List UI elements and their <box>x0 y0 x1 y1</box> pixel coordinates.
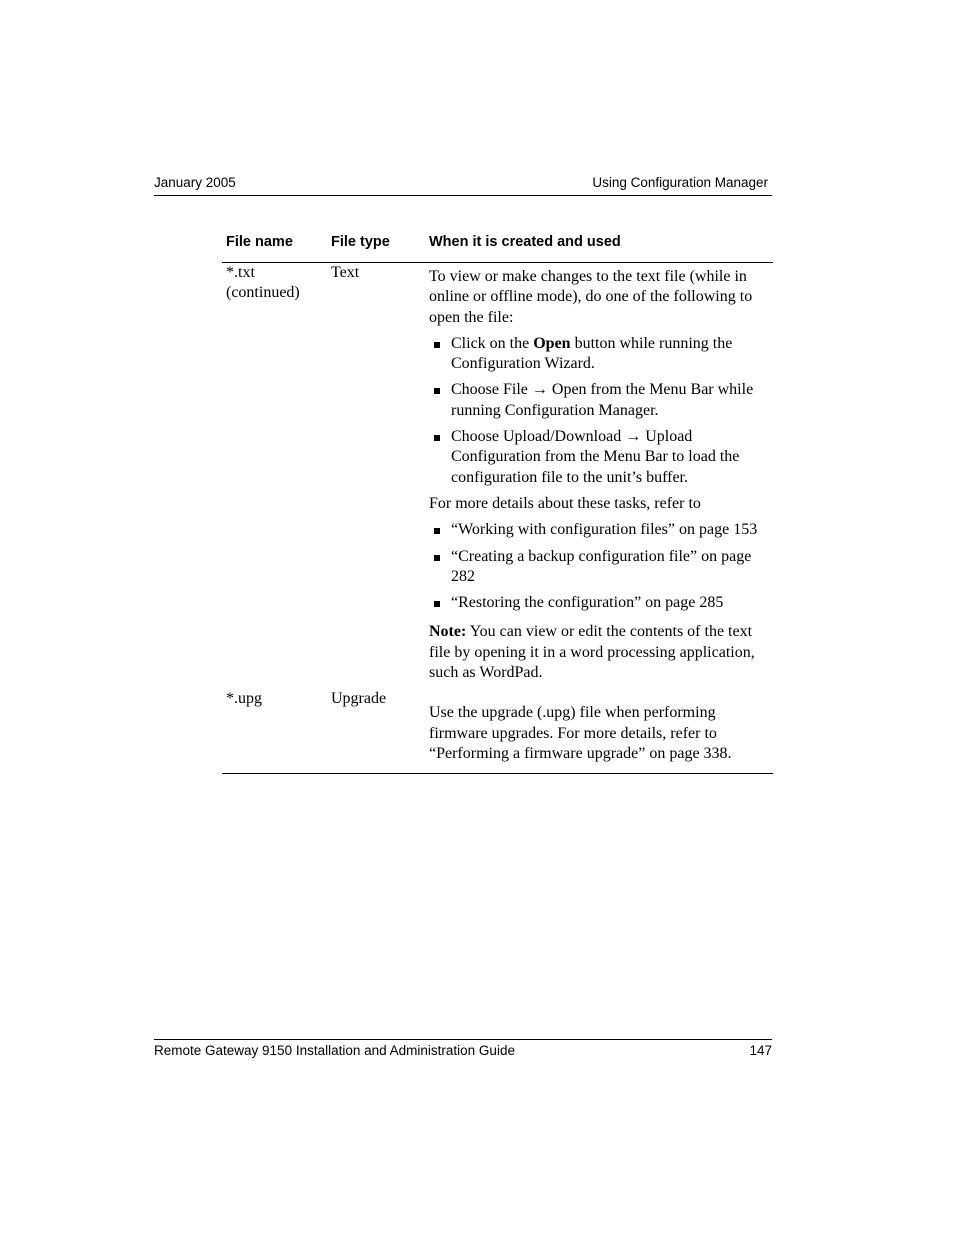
note-text: You can view or edit the contents of the text file by opening it in a word processing application, such as WordPad. <box>429 623 755 682</box>
file-name-upg: *.upg <box>226 690 262 708</box>
usage-intro: To view or make changes to the text file (while in online or offline mode), do one of the following to open the file: <box>429 268 753 326</box>
list-item <box>429 520 773 540</box>
bullet-icon <box>434 342 440 348</box>
running-header <box>154 175 772 196</box>
list-item <box>429 427 773 488</box>
cell-usage <box>429 267 773 683</box>
open-keyword: Open <box>533 334 571 352</box>
column-header-usage: When it is created and used <box>429 234 621 250</box>
footer-guide-title: Remote Gateway 9150 Installation and Administration Guide <box>154 1043 515 1058</box>
bullet-icon <box>434 388 440 394</box>
bullet-text: Choose Upload/Download → Upload Configuration from the Menu Bar to load the configuration file to the unit’s buffer. <box>451 428 740 486</box>
list-item <box>429 334 773 375</box>
table-row-upg <box>222 689 773 774</box>
cell-file-type: Upgrade <box>331 690 387 708</box>
cell-file-type: Text <box>331 264 360 281</box>
running-footer <box>154 1039 772 1058</box>
cell-file-name <box>226 263 326 304</box>
file-name-txt: *.txt <box>226 264 255 281</box>
bullet-icon <box>434 601 440 607</box>
open-methods-list <box>429 334 773 488</box>
column-header-file-name: File name <box>226 234 293 250</box>
bullet-icon <box>434 528 440 534</box>
note-label: Note: <box>429 623 467 641</box>
list-item <box>429 593 773 613</box>
table-header-row <box>222 230 773 263</box>
more-details-text: For more details about these tasks, refer to <box>429 494 701 512</box>
bullet-text: Choose File → Open from the Menu Bar while running Configuration Manager. <box>451 381 754 419</box>
file-types-table <box>222 230 773 774</box>
file-name-continued: (continued) <box>226 284 300 302</box>
table-row-txt <box>222 263 773 683</box>
header-section-title: Using Configuration Manager <box>592 175 768 190</box>
list-item <box>429 380 773 421</box>
note-paragraph <box>429 622 773 683</box>
bullet-icon <box>434 555 440 561</box>
bullet-text-pre: Click on the <box>451 334 534 352</box>
bullet-icon <box>434 435 440 441</box>
header-date: January 2005 <box>154 175 236 190</box>
upgrade-usage-text: Use the upgrade (.upg) file when performing firmware upgrades. For more details, refer to “Performing a firmware upgrade” on page 338. <box>429 704 732 762</box>
reference-text: “Restoring the configuration” on page 285 <box>451 594 724 612</box>
reference-text: “Creating a backup configuration file” on page 282 <box>451 547 752 585</box>
bullet-text-post: button while running the Configuration Wizard. <box>451 334 733 373</box>
references-list <box>429 520 773 613</box>
column-header-file-type: File type <box>331 234 390 250</box>
cell-usage <box>429 703 773 764</box>
list-item <box>429 547 773 588</box>
page-number: 147 <box>749 1043 772 1058</box>
reference-text: “Working with configuration files” on page 153 <box>451 521 758 539</box>
